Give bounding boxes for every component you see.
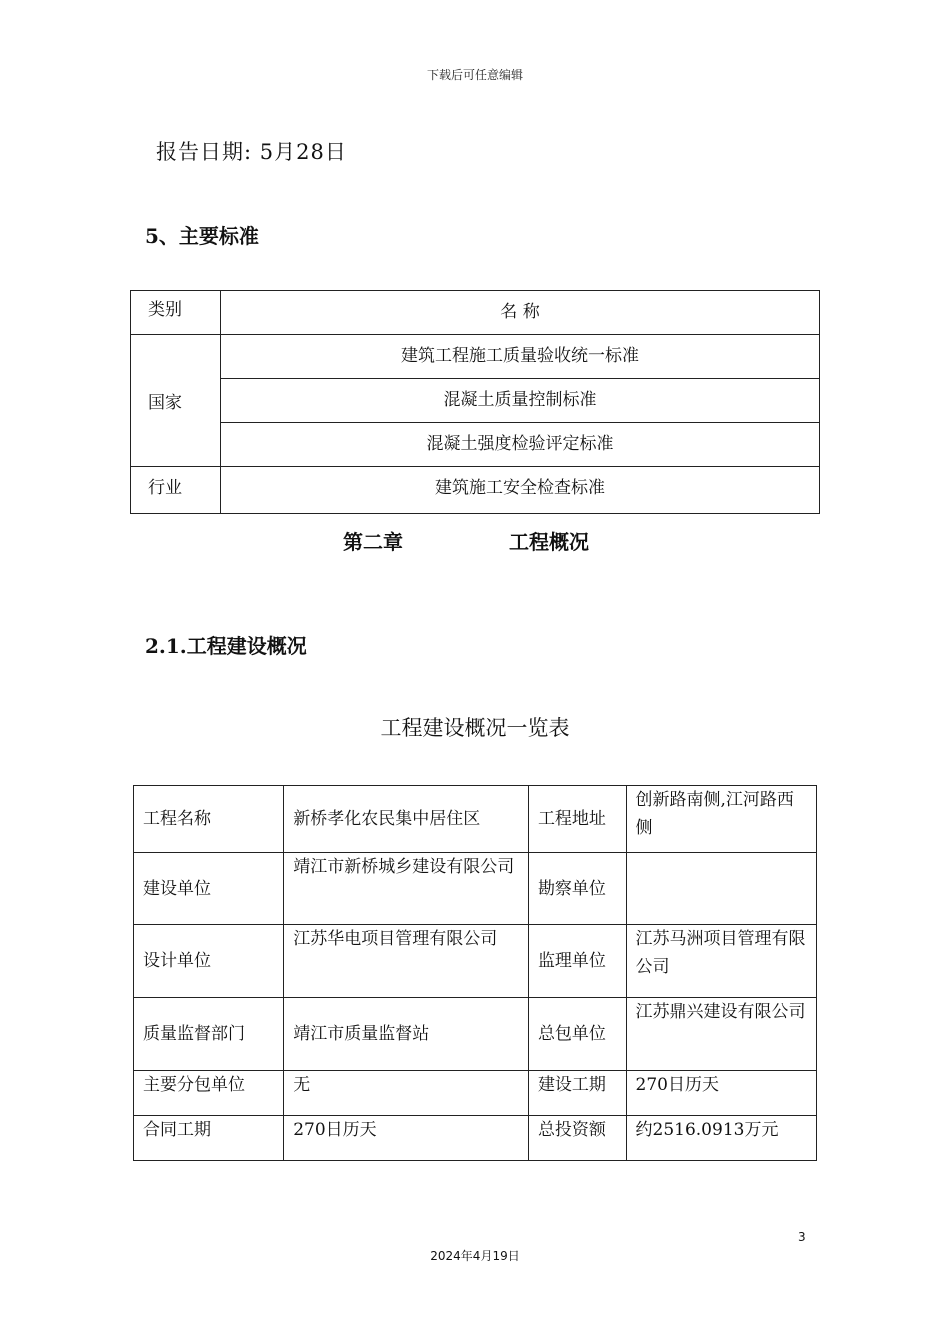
cell-value: 新桥孝化农民集中居住区 [284, 786, 529, 853]
cell-value: 无 [284, 1071, 529, 1116]
cell-label: 总投资额 [528, 1116, 626, 1161]
chapter-title: 工程概况 [509, 530, 589, 554]
header-category: 类别 [131, 291, 221, 335]
overview-table-title: 工程建设概况一览表 [380, 716, 570, 740]
cell-label: 主要分包单位 [134, 1071, 284, 1116]
report-date: 报告日期: 5月28日 [156, 140, 347, 164]
cell-value: 270日历天 [626, 1071, 816, 1116]
cell-value: 靖江市新桥城乡建设有限公司 [284, 853, 529, 925]
cell-value: 创新路南侧,江河路西侧 [626, 786, 816, 853]
cell-label: 工程名称 [134, 786, 284, 853]
cell-label: 监理单位 [528, 925, 626, 998]
standards-table [130, 290, 820, 514]
cell-label: 勘察单位 [528, 853, 626, 925]
standard-name: 建筑工程施工质量验收统一标准 [221, 335, 820, 379]
table-row [134, 1071, 817, 1116]
standard-name: 混凝土质量控制标准 [221, 379, 820, 423]
header-name: 名 称 [221, 291, 820, 335]
table-header-row [131, 291, 820, 335]
chapter-number: 第二章 [343, 530, 403, 554]
table-row [131, 423, 820, 467]
cell-value: 靖江市质量监督站 [284, 998, 529, 1071]
cell-label: 建设工期 [528, 1071, 626, 1116]
cell-value: 270日历天 [284, 1116, 529, 1161]
cell-label: 质量监督部门 [134, 998, 284, 1071]
cell-label: 总包单位 [528, 998, 626, 1071]
page-number: 3 [798, 1230, 806, 1244]
footer-date: 2024年4月19日 [430, 1249, 520, 1263]
cell-value: 江苏鼎兴建设有限公司 [626, 998, 816, 1071]
section-heading-main-standards: 5、主要标准 [145, 224, 259, 248]
standard-name: 混凝土强度检验评定标准 [221, 423, 820, 467]
category-industry: 行业 [131, 467, 221, 514]
table-row [131, 379, 820, 423]
section-heading-overview: 2.1.工程建设概况 [145, 634, 307, 658]
cell-value: 江苏华电项目管理有限公司 [284, 925, 529, 998]
standard-name: 建筑施工安全检查标准 [221, 467, 820, 514]
chapter-heading [343, 526, 589, 555]
table-row [134, 1116, 817, 1161]
cell-value: 约2516.0913万元 [626, 1116, 816, 1161]
table-row [131, 335, 820, 379]
table-row [134, 998, 817, 1071]
cell-label: 设计单位 [134, 925, 284, 998]
table-row [134, 853, 817, 925]
cell-value: 江苏马洲项目管理有限公司 [626, 925, 816, 998]
header-note: 下载后可任意编辑 [426, 68, 523, 82]
cell-label: 建设单位 [134, 853, 284, 925]
overview-table [133, 785, 817, 1161]
cell-label: 工程地址 [528, 786, 626, 853]
cell-label: 合同工期 [134, 1116, 284, 1161]
table-row [131, 467, 820, 514]
table-row [134, 786, 817, 853]
category-national: 国家 [131, 335, 221, 467]
cell-value [626, 853, 816, 925]
table-row [134, 925, 817, 998]
